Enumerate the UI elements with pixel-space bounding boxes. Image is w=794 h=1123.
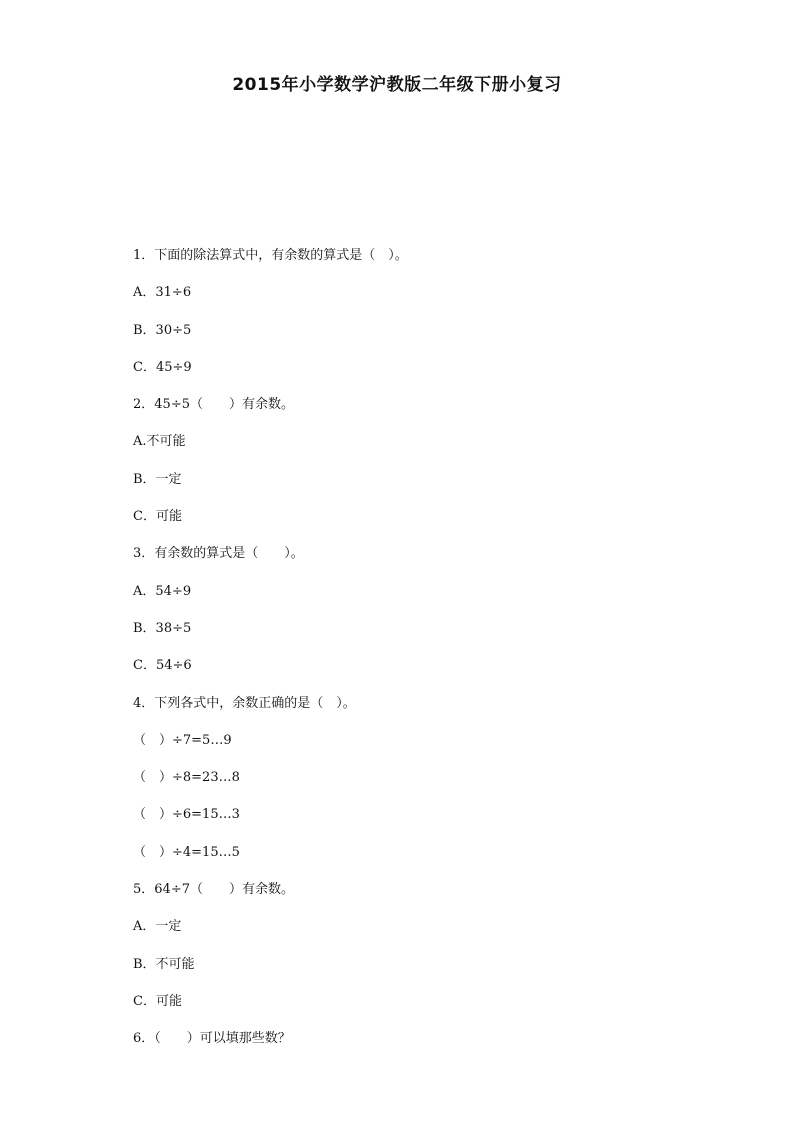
question-1: 1．下面的除法算式中，有余数的算式是（ ）。	[133, 248, 408, 263]
question-4-option-b: （ ）÷8=23…8	[133, 770, 240, 786]
question-list	[133, 246, 733, 1067]
question-5-option-c: C．可能	[133, 993, 182, 1009]
page-title: 2015年小学数学沪教版二年级下册小复习	[232, 75, 562, 95]
question-1-option-a: A．31÷6	[133, 285, 192, 301]
question-3-option-b: B．38÷5	[133, 620, 192, 636]
question-3-option-c: C．54÷6	[133, 658, 192, 674]
question-2-option-c: C．可能	[133, 509, 182, 525]
question-5: 5．64÷7（ ）有余数。	[133, 882, 294, 898]
question-6: 6．（ ）可以填那些数？	[133, 1031, 291, 1047]
question-5-option-a: A．一定	[133, 919, 182, 935]
question-2: 2．45÷5（ ）有余数。	[133, 397, 294, 413]
question-1-option-c: C．45÷9	[133, 359, 192, 375]
question-4-option-a: （ ）÷7=5…9	[133, 732, 232, 748]
question-5-option-b: B．不可能	[133, 956, 195, 972]
question-4-option-c: （ ）÷6=15…3	[133, 807, 240, 823]
question-3-option-a: A．54÷9	[133, 583, 192, 599]
question-2-option-b: B．一定	[133, 471, 182, 487]
question-2-option-a: A.不可能	[133, 434, 186, 450]
question-4-option-d: （ ）÷4=15…5	[133, 844, 240, 860]
question-1-option-b: B．30÷5	[133, 322, 192, 338]
question-4: 4．下列各式中，余数正确的是（ ）。	[133, 695, 356, 711]
question-3: 3．有余数的算式是（ ）。	[133, 546, 304, 562]
